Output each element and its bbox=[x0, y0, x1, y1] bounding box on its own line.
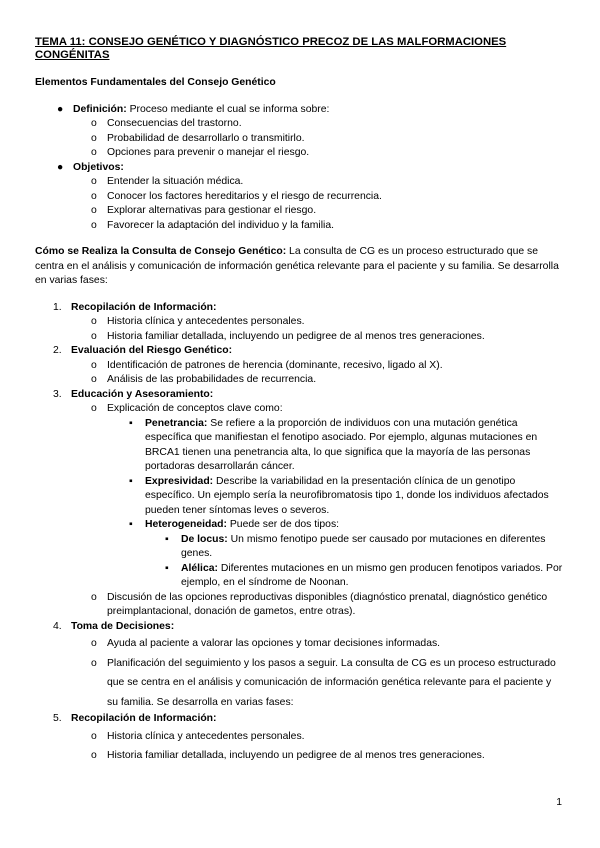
list-item-text: Explorar alternativas para gestionar el riesgo. bbox=[107, 205, 317, 216]
list-item-text: Probabilidad de desarrollarlo o transmitirlo. bbox=[107, 132, 305, 144]
step-item-2 bbox=[35, 344, 565, 359]
sub-marker: o bbox=[91, 176, 97, 187]
list-item bbox=[35, 315, 565, 330]
list-item-expresividad bbox=[35, 475, 565, 519]
list-item-heterogeneidad bbox=[35, 518, 565, 533]
document-title: TEMA 11: CONSEJO GENÉTICO Y DIAGNÓSTICO PRECOZ DE LAS MALFORMACIONES CONGÉNITAS bbox=[35, 36, 507, 61]
step-item-4 bbox=[35, 620, 565, 635]
list-item bbox=[35, 727, 565, 747]
section-heading-fundamentals: Elementos Fundamentales del Consejo Genético bbox=[35, 77, 276, 88]
list-item-definicion bbox=[35, 103, 565, 118]
list-item-alelica bbox=[35, 562, 565, 591]
sub-marker: o bbox=[91, 638, 97, 649]
expresividad-label: Expresividad: bbox=[145, 475, 214, 487]
sub-marker: o bbox=[91, 591, 97, 603]
penetrancia-text: Se refiere a la proporción de individuos con una mutación genética específica que manifiestan el fenotipo asociado. Por ejemplo, algunas mutaciones en BRCA1 tienen una penetrancia alta, lo que significa que la mayoría de las personas portadoras desarrollarán cáncer. bbox=[145, 417, 538, 472]
list-item bbox=[35, 330, 565, 345]
list-item-locus bbox=[35, 533, 565, 562]
sub-marker: o bbox=[91, 330, 97, 342]
sub-marker: o bbox=[91, 147, 97, 158]
page-number: 1 bbox=[556, 796, 562, 808]
sub-marker: o bbox=[91, 132, 97, 144]
sub-marker: o bbox=[91, 316, 97, 327]
fundamentals-list bbox=[35, 103, 565, 234]
list-item-objetivos bbox=[35, 161, 565, 176]
list-item-text: Historia familiar detallada, incluyendo un pedigree de al menos tres generaciones. bbox=[107, 750, 485, 761]
list-item-text: Identificación de patrones de herencia (dominante, recesivo, ligado al X). bbox=[107, 359, 443, 371]
sub-marker: o bbox=[91, 374, 97, 385]
definicion-text: Proceso mediante el cual se informa sobre: bbox=[126, 103, 330, 115]
list-item bbox=[35, 175, 565, 190]
list-item-text: Análisis de las probabilidades de recurrencia. bbox=[107, 374, 317, 385]
intro-paragraph bbox=[35, 245, 565, 289]
list-item-text: Conocer los factores hereditarios y el riesgo de recurrencia. bbox=[107, 190, 382, 202]
locus-text: Un mismo fenotipo puede ser causado por mutaciones en diferentes genes. bbox=[181, 533, 546, 559]
alelica-text: Diferentes mutaciones en un mismo gen producen fenotipos variados. Por ejemplo, en el síndrome de Noonan. bbox=[181, 562, 563, 588]
list-item-text: Explicación de conceptos clave como: bbox=[107, 403, 283, 414]
document-page bbox=[35, 36, 565, 766]
step-label: Educación y Asesoramiento: bbox=[71, 388, 214, 400]
step-number: 1. bbox=[53, 301, 62, 313]
list-item bbox=[35, 654, 565, 713]
list-item bbox=[35, 746, 565, 766]
step-label: Evaluación del Riesgo Genético: bbox=[71, 345, 233, 356]
step-number: 5. bbox=[53, 713, 62, 724]
list-item bbox=[35, 359, 565, 374]
step-number: 4. bbox=[53, 620, 62, 632]
step-label: Toma de Decisiones: bbox=[71, 620, 175, 632]
sub-marker: o bbox=[91, 205, 97, 216]
bullet-marker: ● bbox=[57, 161, 64, 173]
penetrancia-label: Penetrancia: bbox=[145, 417, 208, 429]
sub-marker: o bbox=[91, 359, 97, 371]
sub-marker: o bbox=[91, 190, 97, 202]
list-item bbox=[35, 591, 565, 620]
heterogeneidad-label: Heterogeneidad: bbox=[145, 519, 227, 530]
list-item bbox=[35, 132, 565, 147]
list-item bbox=[35, 373, 565, 388]
small-marker: ▪ bbox=[165, 562, 169, 574]
list-item-text: Planificación del seguimiento y los pasos a seguir. La consulta de CG es un proceso estructurado que se centra en el análisis y comunicación de información genética relevante para el paciente y su familia. Se desarrolla en varias fases: bbox=[107, 657, 556, 708]
alelica-label: Alélica: bbox=[181, 562, 218, 574]
list-item-text: Favorecer la adaptación del individuo y la familia. bbox=[107, 219, 334, 231]
sub-marker: o bbox=[91, 750, 97, 761]
list-item bbox=[35, 402, 565, 417]
list-item-text: Ayuda al paciente a valorar las opciones y tomar decisiones informadas. bbox=[107, 638, 441, 649]
sub-marker: o bbox=[91, 118, 97, 129]
list-item-text: Historia clínica y antecedentes personales. bbox=[107, 316, 305, 327]
intro-label: Cómo se Realiza la Consulta de Consejo Genético: bbox=[35, 246, 287, 257]
list-item-text: Discusión de las opciones reproductivas disponibles (diagnóstico prenatal, diagnóstico genético preimplantacional, donación de gametos, entre otras). bbox=[107, 591, 548, 617]
bullet-marker: ● bbox=[57, 103, 64, 115]
objetivos-label: Objetivos: bbox=[73, 161, 124, 173]
definicion-label: Definición: bbox=[73, 103, 127, 115]
list-item bbox=[35, 117, 565, 132]
step-label: Recopilación de Información: bbox=[71, 301, 217, 313]
step-number: 3. bbox=[53, 388, 62, 400]
square-marker: ▪ bbox=[129, 417, 133, 429]
step-label: Recopilación de Información: bbox=[71, 713, 217, 724]
steps-list bbox=[35, 301, 565, 766]
intro-text: La consulta de CG es un proceso estructurado que se centra en el análisis y comunicación de información genética relevante para el paciente y su familia. Se desarrolla en varias fases: bbox=[35, 246, 559, 286]
heterogeneidad-text: Puede ser de dos tipos: bbox=[226, 519, 340, 530]
step-item-3 bbox=[35, 388, 565, 403]
sub-marker: o bbox=[91, 730, 97, 742]
list-item bbox=[35, 146, 565, 161]
list-item bbox=[35, 219, 565, 234]
list-item-text: Historia familiar detallada, incluyendo un pedigree de al menos tres generaciones. bbox=[107, 330, 485, 342]
list-item-text: Entender la situación médica. bbox=[107, 176, 244, 187]
step-item-1 bbox=[35, 301, 565, 316]
step-number: 2. bbox=[53, 345, 62, 356]
sub-marker: o bbox=[91, 657, 97, 669]
list-item bbox=[35, 634, 565, 654]
square-marker: ▪ bbox=[129, 519, 133, 530]
sub-marker: o bbox=[91, 219, 97, 231]
square-marker: ▪ bbox=[129, 475, 133, 487]
step-item-5 bbox=[35, 712, 565, 727]
list-item bbox=[35, 204, 565, 219]
list-item-text: Consecuencias del trastorno. bbox=[107, 118, 242, 129]
list-item-text: Historia clínica y antecedentes personales. bbox=[107, 730, 305, 742]
expresividad-text: Describe la variabilidad en la presentación clínica de un genotipo específico. Un ejemplo sería la neurofibromatosis tipo 1, donde los individuos afectados pueden tener síntomas leves o severos. bbox=[145, 475, 549, 516]
list-item-text: Opciones para prevenir o manejar el riesgo. bbox=[107, 147, 310, 158]
small-marker: ▪ bbox=[165, 533, 169, 545]
list-item-penetrancia bbox=[35, 417, 565, 475]
locus-label: De locus: bbox=[181, 533, 228, 545]
list-item bbox=[35, 190, 565, 205]
sub-marker: o bbox=[91, 403, 97, 414]
